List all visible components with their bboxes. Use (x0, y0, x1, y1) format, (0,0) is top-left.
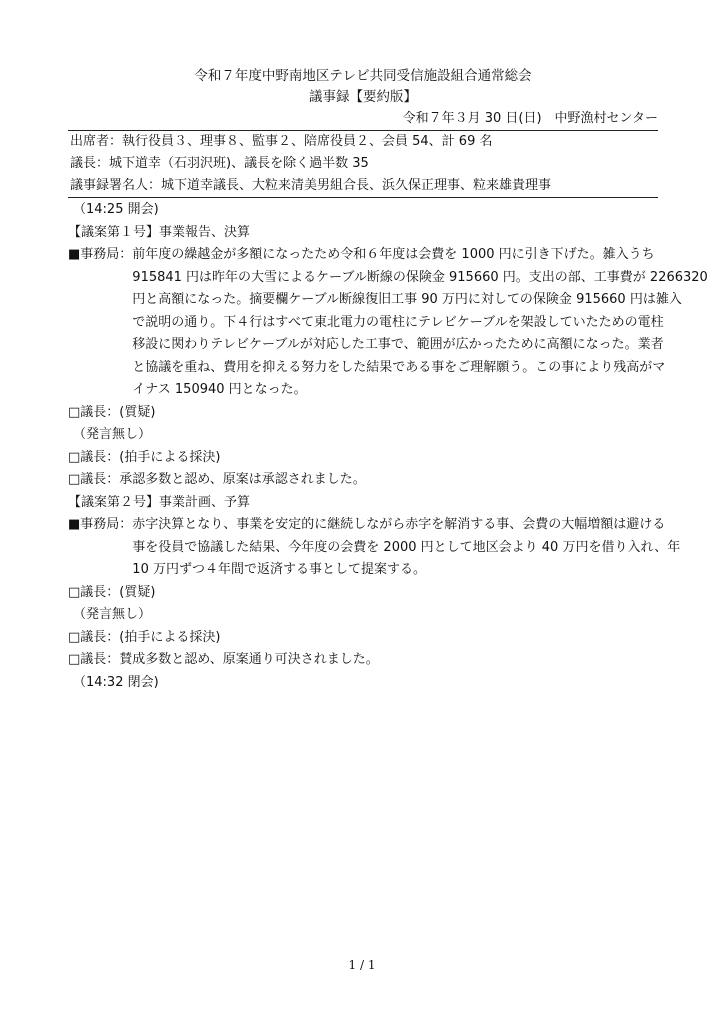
agenda-item-1-heading: 【議案第１号】事業報告、決算 (68, 224, 251, 240)
report-line: 前年度の繰越金が多額になったため令和６年度は会費を 1000 円に引き下げた。雑入うち (132, 247, 655, 262)
report-line: 円と高額になった。摘要欄ケーブル断線復旧工事 90 万円に対しての保険金 915660 円は雑入 (132, 292, 682, 307)
secretariat-label: ■事務局： (68, 247, 133, 262)
divider-bottom (68, 197, 658, 198)
report-line: で説明の通り。下４行はすべて東北電力の電柱にテレビケーブルを架設していたための電柱 (132, 314, 664, 330)
date-location: 令和７年３月 30 日(日) 中野漁村センター (402, 111, 658, 126)
no-remarks-2: （発言無し） (73, 607, 152, 622)
chair-vote-1: □議長：(拍手による採決) (68, 449, 221, 465)
no-remarks-1: （発言無し） (73, 427, 152, 442)
report-line: 事を役員で協議した結果、今年度の会費を 2000 円として地区会より 40 万円を借り入れ、年 (132, 539, 681, 555)
chair-question-2: □議長：(質疑) (68, 584, 156, 600)
document-subtitle: 議事録【要約版】 (309, 89, 417, 105)
report-line: 移設に関わりテレビケーブルが対応した工事で、範囲が広かったために高額になった。業者 (132, 337, 664, 352)
closing-time: （14:32 閉会) (73, 674, 159, 690)
report-line: と協議を重ね、費用を抑える努力をした結果である事をご理解願う。この事により残高がマ (132, 359, 666, 375)
report-line: 10 万円ずつ４年間で返済する事として提案する。 (132, 562, 426, 577)
opening-time: （14:25 開会) (73, 202, 159, 217)
secretariat-label: ■事務局： (68, 517, 133, 532)
chair-question-1: □議長：(質疑) (68, 404, 156, 420)
chair-vote-2: □議長：(拍手による採決) (68, 629, 221, 645)
report-line: 915841 円は昨年の大雪によるケーブル断線の保険金 915660 円。支出の部、工事費が 2266320 (132, 269, 708, 285)
document-page (68, 66, 708, 694)
chair-result-2: □議長：賛成多数と認め、原案通り可決されました。 (68, 652, 379, 667)
document-title: 令和７年度中野南地区テレビ共同受信施設組合通常総会 (194, 68, 532, 84)
agenda-item-2-heading: 【議案第２号】事業計画、予算 (68, 494, 251, 510)
agenda-item-2-report-text (132, 514, 680, 582)
report-line: イナス 150940 円となった。 (132, 382, 307, 397)
chair-result-1: □議長：承認多数と認め、原案は承認されました。 (68, 472, 366, 487)
agenda-item-2-report (68, 514, 681, 582)
report-line: 赤字決算となり、事業を安定的に継続しながら赤字を解消する事、会費の大幅増額は避ける (132, 517, 666, 532)
signers-line: 議事録署名人：城下道幸議長、大粒来清美男組合長、浜久保正理事、粒来雄貴理事 (70, 178, 552, 193)
agenda-item-1-report (68, 244, 708, 402)
minutes-body (68, 199, 708, 694)
chair-line: 議長：城下道幸（石羽沢班)、議長を除く過半数 35 (70, 156, 369, 171)
attendees-line: 出席者：執行役員３、理事８、監事２、陪席役員２、会員 54、計 69 名 (70, 134, 493, 149)
page-number: 1 / 1 (348, 958, 376, 972)
agenda-item-1-report-text (132, 244, 708, 402)
